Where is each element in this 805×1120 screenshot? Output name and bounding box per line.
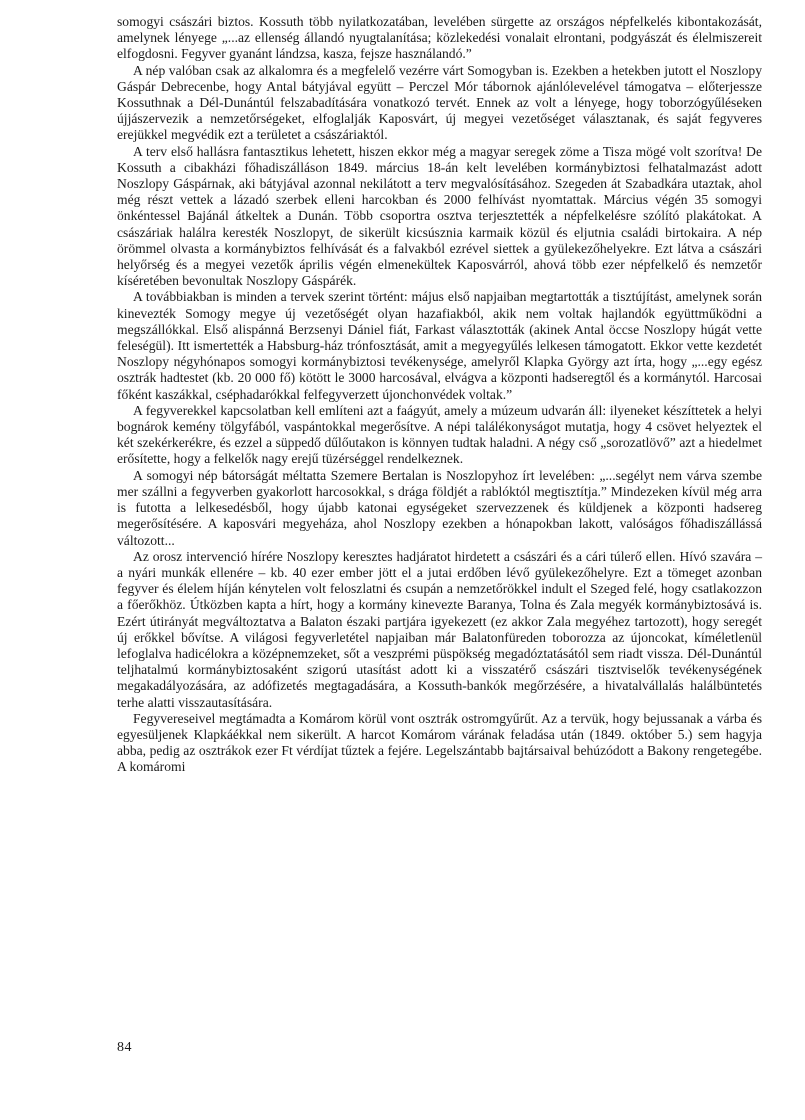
paragraph: Fegyvereseivel megtámadta a Komárom körül vont osztrák ostromgyűrűt. Az a tervük, hogy bejussanak a várba és egyesüljenek Klapkáékkal nem sikerült. A harcot Komárom várának feladása után (1849. október 5.) sem hagyja abba, pedig az osztrákok ezer Ft vérdíjat tűztek a fejére. Legelszántabb bajtársaival behúzódott a Bakony rengetegébe. A komáromi [117,710,762,775]
paragraph: A somogyi nép bátorságát méltatta Szemere Bertalan is Noszlopyhoz írt levelében: „...segélyt nem várva szembe mer szállni a fegyverben gyakorlott harcosokkal, s drága földjét a rablóktól megtisztítja.” Mindezeken kívül még arra is futotta a lelkesedésből, hogy újabb katonai egységeket szervezzenek és küldjenek a központi hadsereg megerősítésére. A kaposvári megyeháza, ahol Noszlopy ezekben a hónapokban lakott, valóságos főhadiszállássá változott... [117,467,762,548]
paragraph: Az orosz intervenció hírére Noszlopy keresztes hadjáratot hirdetett a császári és a cári túlerő ellen. Hívó szavára – a nyári munkák ellenére – kb. 40 ezer ember jött el a jutai erdőben lévő gyülekezőhelyre. Ezt a tömeget azonban fegyver és élelem híján kénytelen volt feloszlatni és csupán a nemzetőrökkel indult el Szeged felé, hogy csatlakozzon a főerőkhöz. Útközben kapta a hírt, hogy a kormány kinevezte Baranya, Tolna és Zala megyék kormánybiztosává is. Ezért útirányát megváltoztatva a Balaton északi partjára igyekezett (ez akkor Zala megyéhez tartozott), hogy seregét új erőkkel bővítse. A világosi fegyverletétel napjaiban már Balatonfüreden toborozza az újoncokat, kíméletlenül lefoglalva hadicélokra a középnemzeket, sőt a veszprémi püspökség megadóztatásától sem riadt vissza. Dél-Dunántúl teljhatalmú kormánybiztosaként szigorú utasítást adott ki a visszatérő császári tisztviselők tevékenységének megakadályozására, az adófizetés megtagadására, a Kossuth-bankók megőrzésére, a hivatalvállalás halálbüntetés terhe alatti visszautasítására. [117,548,762,710]
body-text [117,14,762,776]
paragraph: A nép valóban csak az alkalomra és a megfelelő vezérre várt Somogyban is. Ezekben a hetekben jutott el Noszlopy Gáspár Debrecenbe, hogy Antal bátyjával együtt – Perczel Mór tábornok ajánlólevelével támogatva – előterjessze Kossuthnak a Dél-Dunántúl felszabadítására vonatkozó tervét. Ennek az volt a lényege, hogy toborzógyűléseken újjászervezik a nemzetőrségeket, elfoglalják Kaposvárt, új megyei vezetőséget választanak, és saját fegyveres erejükkel megvédik ezt a területet a császáriaktól. [117,62,762,143]
paragraph: A fegyverekkel kapcsolatban kell említeni azt a faágyút, amely a múzeum udvarán áll: ilyeneket készíttetek a helyi bognárok kemény tölgyfából, vaspántokkal megerősítve. A népi találékonyságot mutatja, hogy 4 csövet helyeztek el két szekérkerékre, és ezzel a süppedő dűlőutakon is könnyen tudtak haladni. A négy cső „sorozatlövő” azt a hiedelmet erősítette, hogy a felkelők nagy erejű tüzérséggel rendelkeznek. [117,402,762,467]
page-number: 84 [117,1040,132,1055]
paragraph: A továbbiakban is minden a tervek szerint történt: május első napjaiban megtartották a tisztújítást, amelynek során kinevezték Somogy megye új vezetőségét olyan hazafiakból, akik nem voltak hajlandók együttműködni a megszállókkal. Első alispánná Berzsenyi Dániel fiát, Farkast választották (akinek Antal öccse Noszlopy húgát vette feleségül). Itt ismertették a Habsburg-ház trónfosztását, amit a megyegyűlés lelkesen támogatott. Ekkor vette kezdetét Noszlopy négyhónapos somogyi kormánybiztosi tevékenysége, amelyről Klapka György azt írta, hogy „...egy egész osztrák hadtestet (kb. 20 000 fő) kötött le 3000 harcosával, elvágva a központi hadseregtől és a kormánytól. Harcosai főként kaszákkal, cséphadarókkal felfegyverzett újonchonvédek voltak.” [117,289,762,402]
paragraph: somogyi császári biztos. Kossuth több nyilatkozatában, levelében sürgette az országos népfelkelés kibontakozását, amelynek lényege „...az ellenség állandó nyugtalanítása; közlekedési vonalait elrontani, podgyászát és élelmiszereit elfogdosni. Fegyver gyanánt lándzsa, kasza, fejsze használandó.” [117,14,762,62]
paragraph: A terv első hallásra fantasztikus lehetett, hiszen ekkor még a magyar seregek zöme a Tisza mögé volt szorítva! De Kossuth a cibakházi főhadiszálláson 1849. március 18-án kelt levelében kormánybiztosi felhatalmazást adott Noszlopy Gáspárnak, aki bátyjával azonnal nekilátott a terv megvalósításához. Szegeden át Szabadkára utaztak, ahol még részt vettek a lázadó szerbek elleni harcokban és 2000 felhívást nyomtattak. Március végén 35 somogyi önkéntessel Bajánál átkeltek a Dunán. Több csoportra osztva terjesztették a népfelkelésre szólító plakátokat. A császáriak halálra keresték Noszlopyt, de sikerült kicsúsznia karmaik közül és eljutnia családi birtokaira. A nép örömmel olvasta a kormánybiztos felhívását és a falvakból ezrével siettek a gyülekezőhelyekre. Ezt látva a császári helyőrség és a megyei vezetők április végén elmenekültek Kaposvárról, ahová több ezer népfelkelő és nemzetőr kíséretében bevonultak Noszlopy Gáspárék. [117,143,762,289]
